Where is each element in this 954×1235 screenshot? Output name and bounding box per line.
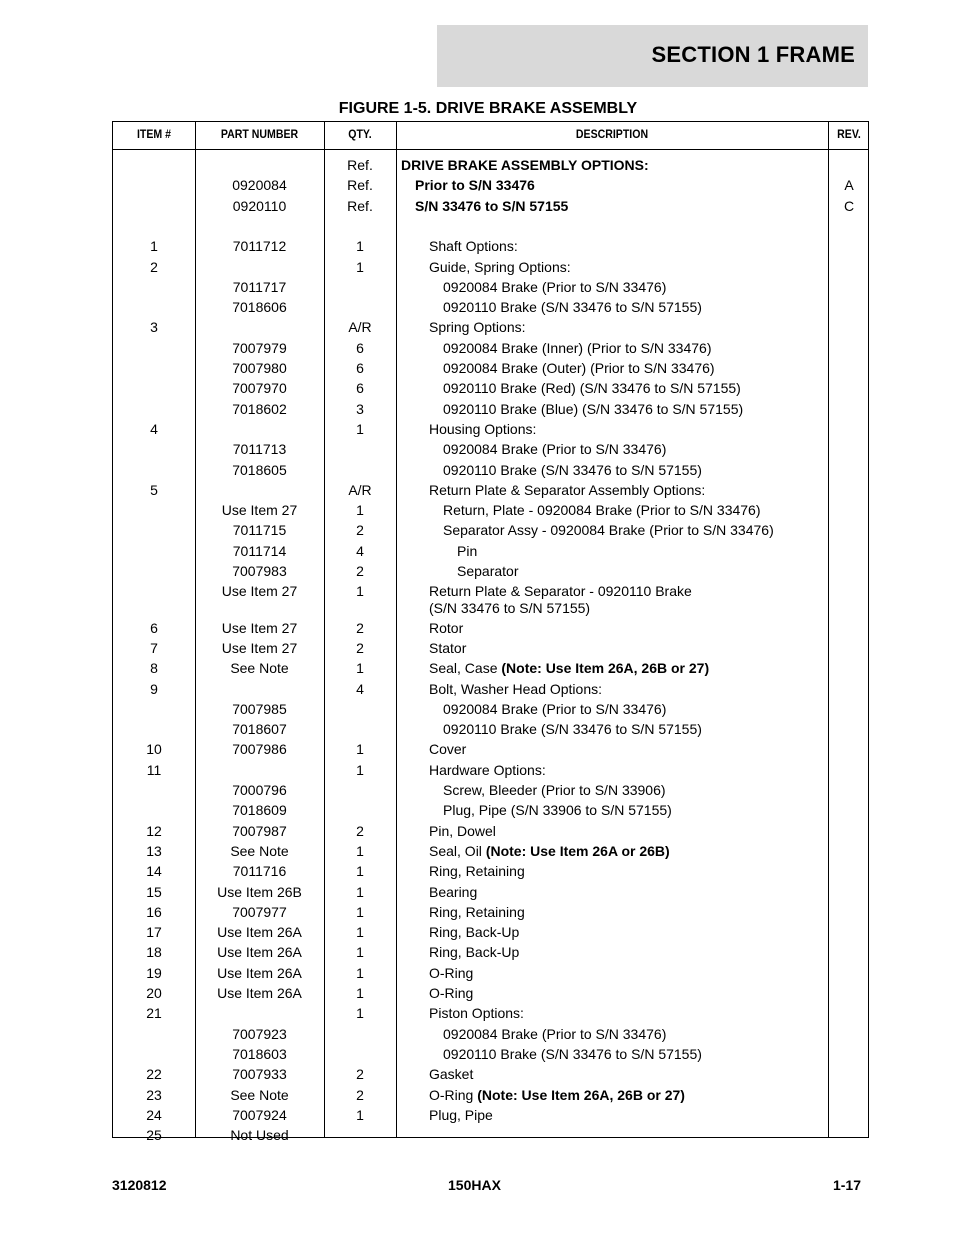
item-number: 18 — [146, 944, 162, 961]
quantity: Ref. — [347, 157, 373, 173]
description — [401, 721, 870, 738]
quantity: 3 — [356, 400, 364, 417]
part-number: 7011714 — [232, 542, 287, 559]
column-divider — [396, 122, 397, 1137]
quantity: 1 — [356, 583, 364, 600]
description-text: S/N 33476 to S/N 57155 — [415, 197, 569, 214]
description — [401, 741, 856, 758]
description-text: 0920084 Brake (Outer) (Prior to S/N 33476) — [443, 360, 715, 376]
description-text: O-Ring — [429, 964, 474, 981]
description-text: 0920110 Brake (S/N 33476 to S/N 57155) — [443, 1045, 702, 1062]
description — [401, 863, 856, 880]
quantity: 4 — [356, 680, 364, 697]
description — [401, 782, 870, 799]
description-text: Pin — [457, 542, 478, 559]
part-number: 7018607 — [232, 721, 287, 738]
description — [401, 198, 842, 215]
description-text: Guide, Spring Options: — [429, 258, 571, 275]
item-number: 9 — [150, 680, 158, 697]
description — [401, 360, 870, 377]
quantity: 1 — [356, 883, 364, 900]
part-number: 7011712 — [232, 238, 287, 255]
quantity: 1 — [356, 741, 364, 758]
description-note: (Note: Use Item 26A, 26B or 27) — [501, 660, 710, 677]
quantity: A/R — [348, 319, 372, 336]
quantity: 6 — [356, 360, 364, 376]
item-number: 16 — [146, 903, 162, 920]
part-number: Use Item 26A — [217, 924, 302, 941]
part-number: 7007979 — [232, 339, 287, 356]
description — [401, 762, 856, 779]
quantity: 6 — [356, 339, 364, 356]
part-number: 7018603 — [232, 1045, 287, 1062]
description — [401, 502, 870, 519]
quantity: 2 — [356, 563, 364, 579]
description-text: Prior to S/N 33476 — [415, 177, 535, 194]
item-number: 25 — [146, 1127, 162, 1144]
item-number: 12 — [146, 822, 162, 839]
description — [401, 802, 870, 819]
description-text: 0920084 Brake (Prior to S/N 33476) — [443, 700, 667, 717]
header-rev: REV. — [837, 127, 861, 141]
description — [401, 238, 856, 255]
description — [401, 259, 856, 276]
footer-model: 150HAX — [448, 1177, 501, 1193]
header-item: ITEM # — [136, 127, 172, 141]
part-number: See Note — [230, 842, 289, 859]
part-number: 7007980 — [232, 360, 287, 376]
description-text: Stator — [429, 639, 467, 656]
description-text: Spring Options: — [429, 319, 526, 336]
description-text: Piston Options: — [429, 1005, 524, 1022]
description-text: Screw, Bleeder (Prior to S/N 33906) — [443, 782, 666, 798]
description-text: 0920110 Brake (S/N 33476 to S/N 57155) — [443, 721, 702, 738]
description — [401, 1087, 856, 1104]
item-number: 13 — [146, 842, 162, 859]
item-number: 11 — [146, 761, 162, 778]
description — [401, 563, 884, 580]
header-part-number: PART NUMBER — [220, 127, 299, 141]
quantity: 1 — [356, 863, 364, 880]
quantity: 1 — [356, 258, 364, 275]
description-text: Plug, Pipe (S/N 33906 to S/N 57155) — [443, 802, 672, 819]
item-number: 1 — [150, 238, 158, 255]
description — [401, 660, 856, 677]
part-number: Use Item 26A — [217, 985, 302, 1001]
part-number: 7018605 — [232, 461, 287, 478]
description — [401, 279, 870, 296]
quantity: 2 — [356, 1066, 364, 1083]
description-text: Ring, Back-Up — [429, 924, 520, 941]
description — [401, 380, 870, 397]
revision: A — [844, 177, 854, 194]
part-number: Use Item 26A — [217, 964, 302, 981]
description-text: 0920084 Brake (Inner) (Prior to S/N 33476) — [443, 339, 712, 356]
quantity: 2 — [356, 1086, 364, 1103]
part-number: Use Item 27 — [221, 619, 298, 636]
part-number: 7007933 — [232, 1066, 287, 1083]
part-number: 7007986 — [232, 741, 287, 758]
description-text: O-Ring — [429, 985, 474, 1001]
quantity: 1 — [356, 842, 364, 859]
description-note: (Note: Use Item 26A or 26B) — [485, 842, 670, 859]
item-number: 14 — [146, 863, 162, 880]
description-text: 0920110 Brake (S/N 33476 to S/N 57155) — [443, 461, 702, 478]
description-text: Pin, Dowel — [429, 822, 496, 839]
description — [401, 421, 856, 438]
description-text: Separator — [457, 563, 519, 579]
quantity: Ref. — [347, 177, 373, 194]
item-number: 8 — [150, 660, 158, 677]
part-number: 7011717 — [232, 278, 287, 295]
description — [401, 340, 870, 357]
item-number: 20 — [146, 985, 162, 1001]
description-text: Separator Assy - 0920084 Brake (Prior to S/N 33476) — [443, 522, 774, 539]
item-number: 23 — [146, 1086, 162, 1103]
description-text: Seal, Oil — [429, 842, 486, 859]
description-text: Housing Options: — [429, 420, 537, 437]
part-number: 0920084 — [232, 177, 287, 194]
description-text: O-Ring — [429, 1086, 478, 1103]
header-divider — [113, 149, 868, 150]
description — [401, 157, 828, 174]
part-number: 7011713 — [232, 441, 287, 458]
description — [401, 681, 856, 698]
quantity: 1 — [356, 903, 364, 920]
description — [401, 319, 856, 336]
part-number: 0920110 — [232, 197, 287, 214]
description-text: 0920110 Brake (Blue) (S/N 33476 to S/N 57155) — [443, 400, 744, 417]
item-number: 2 — [150, 258, 158, 275]
revision: C — [843, 197, 855, 214]
part-number: 7007985 — [232, 700, 287, 717]
part-number: See Note — [230, 660, 289, 677]
description-text: Ring, Back-Up — [429, 944, 520, 961]
description — [401, 299, 870, 316]
description — [401, 177, 842, 194]
parts-table — [112, 121, 869, 1144]
description-text: Ring, Retaining — [429, 863, 525, 880]
item-number: 3 — [150, 319, 158, 336]
description-text: 0920110 Brake (Red) (S/N 33476 to S/N 57155) — [443, 380, 741, 397]
item-number: 22 — [146, 1066, 162, 1083]
part-number: Use Item 27 — [221, 639, 298, 656]
description — [401, 701, 870, 718]
quantity: Ref. — [347, 197, 373, 214]
part-number: 7011716 — [232, 863, 287, 880]
part-number: 7007987 — [232, 822, 287, 839]
description — [401, 441, 870, 458]
description — [401, 884, 856, 901]
quantity: 1 — [356, 924, 364, 941]
quantity: 1 — [356, 1106, 364, 1123]
part-number: See Note — [230, 1086, 289, 1103]
item-number: 19 — [146, 964, 162, 981]
quantity: 1 — [356, 502, 364, 519]
description-text: Cover — [429, 741, 467, 758]
quantity: 1 — [356, 660, 364, 677]
description-text: Ring, Retaining — [429, 903, 525, 920]
description — [401, 482, 856, 499]
part-number: 7007923 — [232, 1025, 287, 1042]
quantity: 2 — [356, 619, 364, 636]
quantity: 1 — [356, 964, 364, 981]
description — [401, 1066, 856, 1083]
description — [401, 985, 856, 1002]
footer-document-number: 3120812 — [112, 1177, 167, 1193]
part-number: 7011715 — [232, 522, 287, 539]
description — [401, 944, 856, 961]
quantity: 1 — [356, 238, 364, 255]
figure-title: FIGURE 1-5. DRIVE BRAKE ASSEMBLY — [338, 100, 638, 117]
description — [401, 843, 856, 860]
header-description: DESCRIPTION — [575, 127, 649, 141]
part-number: 7007924 — [232, 1106, 287, 1123]
item-number: 10 — [146, 741, 162, 758]
item-number: 17 — [146, 924, 162, 941]
quantity: 2 — [356, 639, 364, 656]
description — [401, 1026, 870, 1043]
description — [401, 583, 856, 617]
quantity: 1 — [356, 944, 364, 961]
description-text: Return Plate & Separator - 0920110 Brake — [429, 583, 692, 600]
item-number: 5 — [150, 481, 158, 498]
part-number: Use Item 26B — [217, 883, 302, 900]
description — [401, 462, 870, 479]
item-number: 24 — [146, 1106, 162, 1123]
part-number: Use Item 26A — [217, 944, 302, 961]
description-text: Return, Plate - 0920084 Brake (Prior to S/N 33476) — [443, 502, 761, 519]
description-text: Seal, Case — [429, 660, 502, 677]
part-number: 7007977 — [232, 903, 287, 920]
description-continuation: (S/N 33476 to S/N 57155) — [429, 600, 591, 617]
description — [401, 904, 856, 921]
part-number: Use Item 27 — [221, 502, 298, 519]
description — [401, 543, 884, 560]
quantity: 2 — [356, 522, 364, 539]
quantity: 1 — [356, 420, 364, 437]
item-number: 4 — [150, 420, 158, 437]
footer-page-number: 1-17 — [832, 1177, 861, 1193]
item-number: 21 — [146, 1005, 162, 1022]
description-text: Shaft Options: — [429, 238, 518, 255]
description-note: (Note: Use Item 26A, 26B or 27) — [477, 1086, 685, 1103]
description — [401, 1005, 856, 1022]
description-text: Gasket — [429, 1066, 474, 1083]
quantity: 6 — [356, 380, 364, 397]
description-text: Plug, Pipe — [429, 1106, 493, 1123]
description — [401, 823, 856, 840]
description — [401, 522, 870, 539]
item-number: 7 — [150, 639, 158, 656]
description — [401, 640, 856, 657]
part-number: 7007983 — [232, 563, 287, 579]
description — [401, 1107, 856, 1124]
quantity: 1 — [356, 761, 364, 778]
description-text: DRIVE BRAKE ASSEMBLY OPTIONS: — [401, 157, 649, 173]
quantity: 1 — [356, 985, 364, 1001]
description-text: Bearing — [429, 883, 478, 900]
part-number: 7018606 — [232, 299, 287, 316]
description — [401, 620, 856, 637]
description — [401, 401, 870, 418]
part-number: 7018602 — [232, 400, 287, 417]
quantity: 4 — [356, 542, 364, 559]
description-text: 0920084 Brake (Prior to S/N 33476) — [443, 1025, 667, 1042]
description-text: 0920084 Brake (Prior to S/N 33476) — [443, 278, 667, 295]
description — [401, 1046, 870, 1063]
quantity: 1 — [356, 1005, 364, 1022]
part-number: 7018609 — [232, 802, 287, 819]
description — [401, 924, 856, 941]
section-title: SECTION 1 FRAME — [651, 42, 855, 67]
quantity: 2 — [356, 822, 364, 839]
item-number: 6 — [150, 619, 158, 636]
description-text: 0920084 Brake (Prior to S/N 33476) — [443, 441, 667, 458]
part-number: 7007970 — [232, 380, 287, 397]
description-text: Hardware Options: — [429, 761, 546, 778]
description-text: Bolt, Washer Head Options: — [429, 680, 603, 697]
description-text: Return Plate & Separator Assembly Options: — [429, 481, 706, 498]
header-qty: QTY. — [348, 127, 372, 141]
section-header — [437, 25, 868, 87]
description-text: 0920110 Brake (S/N 33476 to S/N 57155) — [443, 299, 702, 316]
part-number: Not Used — [230, 1127, 289, 1144]
item-number: 15 — [146, 883, 162, 900]
part-number: Use Item 27 — [221, 583, 298, 600]
quantity: A/R — [348, 481, 372, 498]
part-number: 7000796 — [232, 782, 287, 798]
description-text: Rotor — [429, 619, 464, 636]
description — [401, 965, 856, 982]
